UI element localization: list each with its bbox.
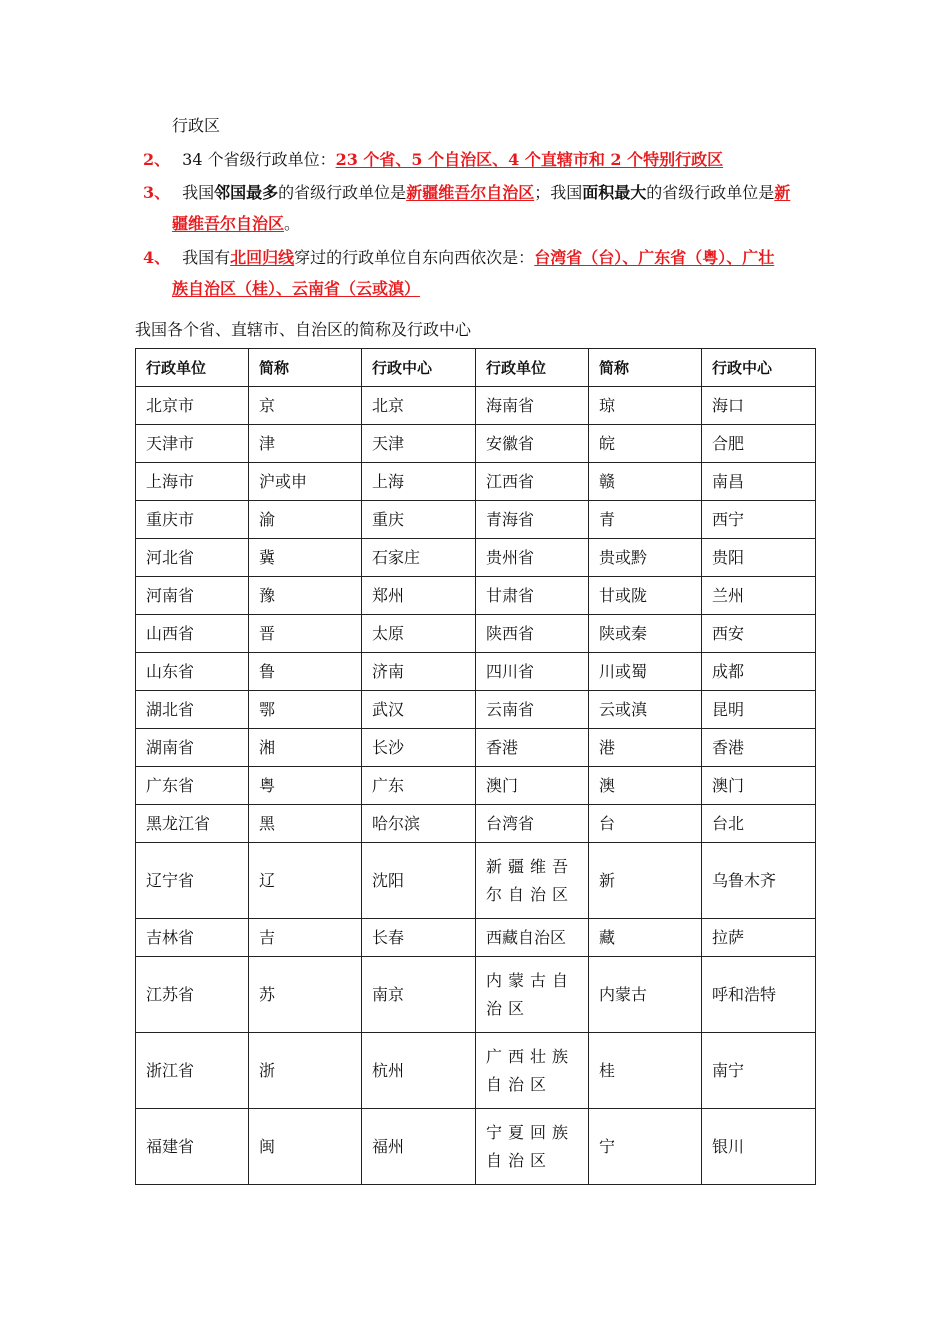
table-cell: 湘 — [249, 729, 362, 767]
table-header-row — [136, 349, 816, 387]
table-cell: 成都 — [702, 653, 816, 691]
table-row — [136, 729, 816, 767]
table-row — [136, 957, 816, 1033]
item-number: 2、 — [143, 150, 171, 169]
table-cell: 哈尔滨 — [362, 805, 476, 843]
table-cell: 冀 — [249, 539, 362, 577]
table-cell: 福州 — [362, 1109, 476, 1185]
table-cell: 澳门 — [476, 767, 589, 805]
table-row — [136, 539, 816, 577]
table-cell: 浙江省 — [136, 1033, 249, 1109]
table-cell: 渝 — [249, 501, 362, 539]
intro-item-3 — [143, 183, 790, 203]
table-cell: 新 — [589, 843, 702, 919]
table-cell: 台北 — [702, 805, 816, 843]
table-cell: 天津市 — [136, 425, 249, 463]
table-cell: 贵阳 — [702, 539, 816, 577]
table-cell: 香港 — [702, 729, 816, 767]
table-cell: 沈阳 — [362, 843, 476, 919]
table-cell: 澳 — [589, 767, 702, 805]
table-cell: 青 — [589, 501, 702, 539]
table-cell: 山东省 — [136, 653, 249, 691]
table-row — [136, 805, 816, 843]
table-row — [136, 1109, 816, 1185]
table-cell: 辽宁省 — [136, 843, 249, 919]
table-cell: 吉 — [249, 919, 362, 957]
table-cell: 粤 — [249, 767, 362, 805]
table-cell: 四川省 — [476, 653, 589, 691]
item-bold: 邻国最多 — [214, 183, 279, 202]
item-highlight: 23 个省、5 个自治区、4 个直辖市和 2 个特别行政区 — [335, 150, 724, 169]
table-cell: 桂 — [589, 1033, 702, 1109]
header-cell: 行政中心 — [362, 349, 476, 387]
table-cell: 鲁 — [249, 653, 362, 691]
item-highlight: 新疆维吾尔自治区 — [406, 183, 535, 202]
table-cell: 武汉 — [362, 691, 476, 729]
table-cell: 内蒙古 — [589, 957, 702, 1033]
table-cell: 黑龙江省 — [136, 805, 249, 843]
table-row — [136, 653, 816, 691]
table-cell: 杭州 — [362, 1033, 476, 1109]
table-cell: 台湾省 — [476, 805, 589, 843]
item-text: 34 个省级行政单位： — [182, 150, 336, 169]
item-text: 的省级行政单位是 — [278, 183, 407, 202]
table-cell: 辽 — [249, 843, 362, 919]
table-cell: 昆明 — [702, 691, 816, 729]
table-cell: 长沙 — [362, 729, 476, 767]
table-body — [136, 387, 816, 1185]
table-cell: 海口 — [702, 387, 816, 425]
table-cell: 闽 — [249, 1109, 362, 1185]
table-cell: 黑 — [249, 805, 362, 843]
item-text: 我国有 — [182, 248, 231, 267]
table-cell: 广东省 — [136, 767, 249, 805]
intro-item-3-cont — [172, 214, 300, 234]
item-text: 我国 — [182, 183, 215, 202]
table-cell: 海南省 — [476, 387, 589, 425]
table-cell: 太原 — [362, 615, 476, 653]
header-cell: 行政单位 — [476, 349, 589, 387]
table-row — [136, 577, 816, 615]
table-cell: 北京市 — [136, 387, 249, 425]
item-highlight: 台湾省（台）、广东省（粤）、广壮 — [534, 248, 775, 267]
header-cell: 简称 — [249, 349, 362, 387]
table-row — [136, 843, 816, 919]
table-cell: 鄂 — [249, 691, 362, 729]
item-text: 的省级行政单位是 — [646, 183, 775, 202]
table-cell: 贵或黔 — [589, 539, 702, 577]
table-cell: 郑州 — [362, 577, 476, 615]
table-cell: 台 — [589, 805, 702, 843]
table-row — [136, 387, 816, 425]
table-row — [136, 615, 816, 653]
item-bold: 面积最大 — [582, 183, 647, 202]
table-cell: 澳门 — [702, 767, 816, 805]
table-cell: 豫 — [249, 577, 362, 615]
table-cell: 上海 — [362, 463, 476, 501]
province-table — [135, 348, 816, 1185]
header-cell: 行政单位 — [136, 349, 249, 387]
table-cell: 山西省 — [136, 615, 249, 653]
item-number: 3、 — [143, 183, 171, 202]
table-cell: 乌鲁木齐 — [702, 843, 816, 919]
table-cell: 浙 — [249, 1033, 362, 1109]
table-cell: 重庆市 — [136, 501, 249, 539]
table-caption — [135, 320, 471, 340]
table-row — [136, 1033, 816, 1109]
table-cell: 港 — [589, 729, 702, 767]
table-cell: 吉林省 — [136, 919, 249, 957]
table-cell: 河南省 — [136, 577, 249, 615]
header-cell: 简称 — [589, 349, 702, 387]
table-cell: 云南省 — [476, 691, 589, 729]
table-cell: 南宁 — [702, 1033, 816, 1109]
table-cell: 晋 — [249, 615, 362, 653]
table-cell: 济南 — [362, 653, 476, 691]
table-cell: 江西省 — [476, 463, 589, 501]
table-cell: 长春 — [362, 919, 476, 957]
table-cell: 青海省 — [476, 501, 589, 539]
table-cell: 陕或秦 — [589, 615, 702, 653]
table-cell: 广西壮族自治区 — [476, 1033, 589, 1109]
table-cell: 上海市 — [136, 463, 249, 501]
table-row — [136, 501, 816, 539]
table-cell: 江苏省 — [136, 957, 249, 1033]
table-row — [136, 463, 816, 501]
table-cell: 苏 — [249, 957, 362, 1033]
table-cell: 拉萨 — [702, 919, 816, 957]
table-cell: 北京 — [362, 387, 476, 425]
table-cell: 藏 — [589, 919, 702, 957]
table-row — [136, 691, 816, 729]
table-cell: 京 — [249, 387, 362, 425]
table-cell: 重庆 — [362, 501, 476, 539]
table-cell: 宁夏回族自治区 — [476, 1109, 589, 1185]
table-cell: 合肥 — [702, 425, 816, 463]
table-cell: 兰州 — [702, 577, 816, 615]
item-text: 穿过的行政单位自东向西依次是： — [294, 248, 535, 267]
table-row — [136, 767, 816, 805]
table-cell: 银川 — [702, 1109, 816, 1185]
item-highlight: 北回归线 — [230, 248, 295, 267]
table-cell: 呼和浩特 — [702, 957, 816, 1033]
table-cell: 琼 — [589, 387, 702, 425]
table-cell: 广东 — [362, 767, 476, 805]
table-cell: 天津 — [362, 425, 476, 463]
item-number: 4、 — [143, 248, 171, 267]
header-cell: 行政中心 — [702, 349, 816, 387]
table-cell: 西宁 — [702, 501, 816, 539]
intro-line-continuation — [172, 116, 220, 136]
table-cell: 新疆维吾尔自治区 — [476, 843, 589, 919]
table-cell: 西藏自治区 — [476, 919, 589, 957]
table-cell: 云或滇 — [589, 691, 702, 729]
table-cell: 安徽省 — [476, 425, 589, 463]
intro-item-4 — [143, 248, 774, 268]
table-cell: 香港 — [476, 729, 589, 767]
table-cell: 沪或申 — [249, 463, 362, 501]
table-cell: 西安 — [702, 615, 816, 653]
table-cell: 贵州省 — [476, 539, 589, 577]
table-cell: 石家庄 — [362, 539, 476, 577]
intro-text: 行政区 — [172, 116, 221, 135]
caption-text: 我国各个省、直辖市、自治区的简称及行政中心 — [135, 320, 472, 339]
table-cell: 皖 — [589, 425, 702, 463]
table-cell: 赣 — [589, 463, 702, 501]
table-cell: 甘或陇 — [589, 577, 702, 615]
item-text: ；我国 — [534, 183, 583, 202]
table-cell: 甘肃省 — [476, 577, 589, 615]
table-cell: 湖南省 — [136, 729, 249, 767]
table-cell: 陕西省 — [476, 615, 589, 653]
table-cell: 福建省 — [136, 1109, 249, 1185]
item-text: 。 — [284, 214, 301, 233]
table-cell: 南京 — [362, 957, 476, 1033]
item-highlight: 疆维吾尔自治区 — [172, 214, 285, 233]
table-row — [136, 425, 816, 463]
table-cell: 南昌 — [702, 463, 816, 501]
item-highlight: 族自治区（桂）、云南省（云或滇） — [172, 279, 421, 298]
intro-item-2 — [143, 150, 723, 170]
item-highlight: 新 — [774, 183, 791, 202]
table-cell: 湖北省 — [136, 691, 249, 729]
table-row — [136, 919, 816, 957]
table-cell: 津 — [249, 425, 362, 463]
intro-item-4-cont — [172, 279, 420, 299]
table-cell: 内蒙古自治区 — [476, 957, 589, 1033]
table-cell: 川或蜀 — [589, 653, 702, 691]
table-cell: 宁 — [589, 1109, 702, 1185]
table-cell: 河北省 — [136, 539, 249, 577]
